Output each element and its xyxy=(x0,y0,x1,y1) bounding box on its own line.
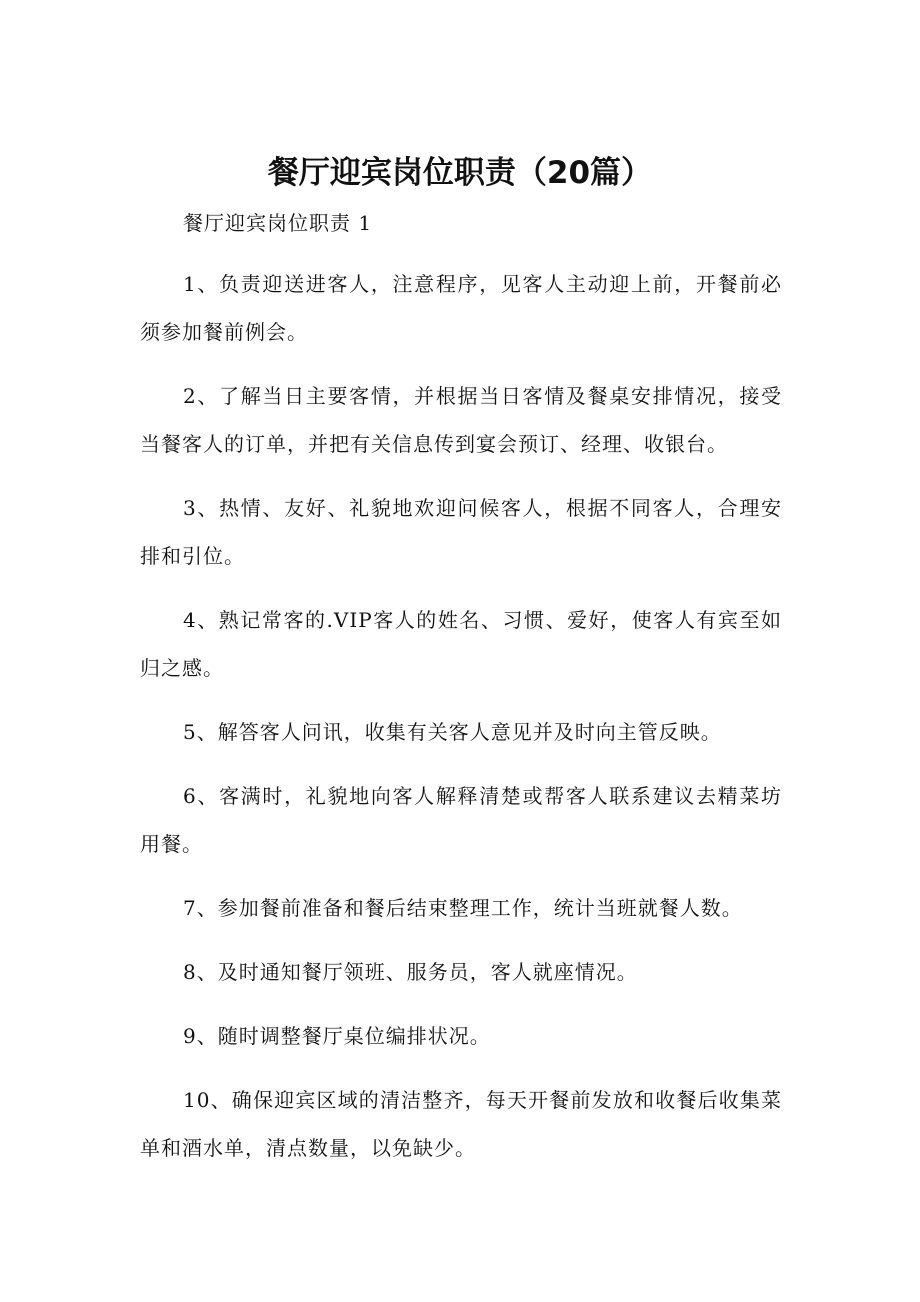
paragraph-3: 3、热情、友好、礼貌地欢迎问候客人，根据不同客人，合理安排和引位。 xyxy=(140,496,782,568)
paragraph-7: 7、参加餐前准备和餐后结束整理工作，统计当班就餐人数。 xyxy=(183,896,743,920)
paragraph-1: 1、负责迎送进客人，注意程序，见客人主动迎上前，开餐前必须参加餐前例会。 xyxy=(140,272,782,344)
paragraph-5: 5、解答客人问讯，收集有关客人意见并及时向主管反映。 xyxy=(183,720,722,744)
paragraph-6: 6、客满时，礼貌地向客人解释清楚或帮客人联系建议去精菜坊用餐。 xyxy=(140,784,782,856)
paragraph-2: 2、了解当日主要客情，并根据当日客情及餐桌安排情况，接受当餐客人的订单，并把有关信息传到宴会预订、经理、收银台。 xyxy=(140,384,782,456)
paragraph-10: 10、确保迎宾区域的清洁整齐，每天开餐前发放和收餐后收集菜单和酒水单，清点数量，以免缺少。 xyxy=(140,1088,782,1160)
paragraph-4: 4、熟记常客的.VIP客人的姓名、习惯、爱好，使客人有宾至如归之感。 xyxy=(140,608,782,680)
paragraph-9: 9、随时调整餐厅桌位编排状况。 xyxy=(183,1024,491,1048)
paragraph-8: 8、及时通知餐厅领班、服务员，客人就座情况。 xyxy=(183,960,638,984)
section-heading: 餐厅迎宾岗位职责 1 xyxy=(183,211,373,235)
document-title: 餐厅迎宾岗位职责（20篇） xyxy=(267,155,653,191)
